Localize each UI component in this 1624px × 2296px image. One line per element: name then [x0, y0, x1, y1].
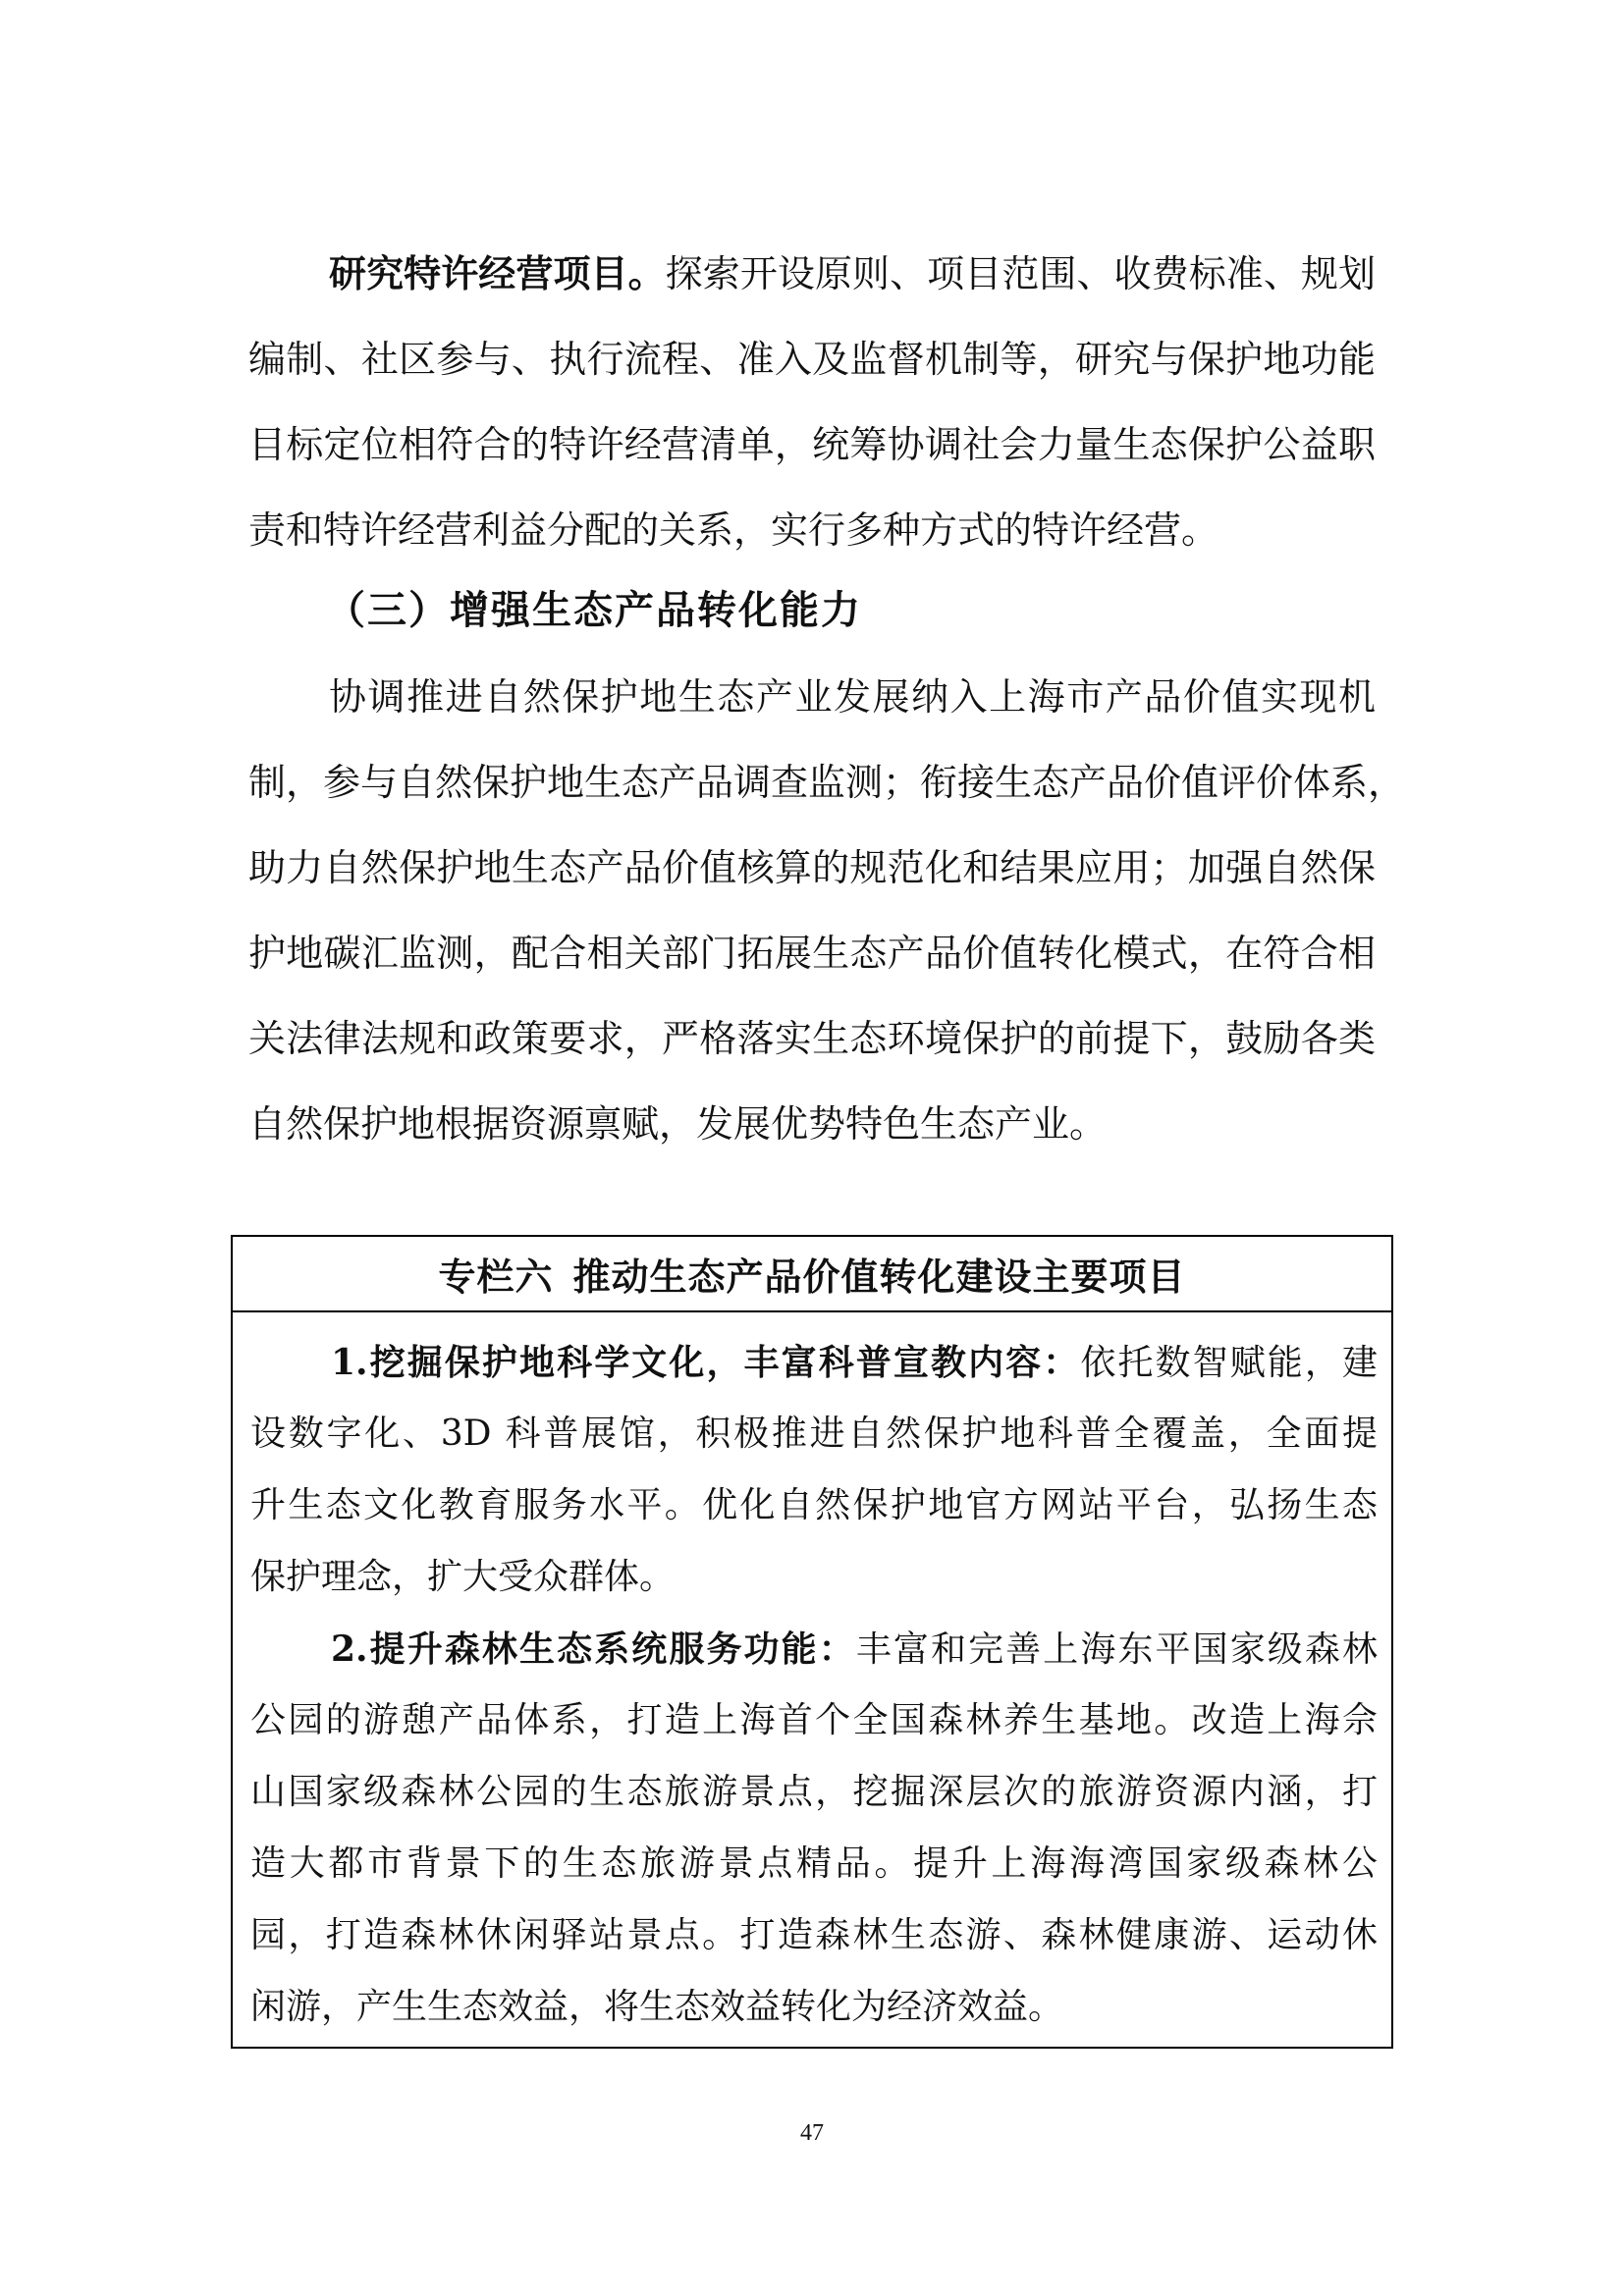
- item-lead: 2.提升森林生态系统服务功能：: [331, 1629, 856, 1670]
- paragraph-line: 助力自然保护地生态产品价值核算的规范化和结果应用；加强自然保: [248, 846, 1376, 889]
- column-box: [231, 1235, 1393, 2049]
- paragraph-line: 护地碳汇监测，配合相关部门拓展生态产品价值转化模式，在符合相: [248, 932, 1376, 975]
- item-line: 园，打造森林休闲驿站景点。打造森林生态游、森林健康游、运动休: [250, 1915, 1378, 1955]
- paragraph-line: 目标定位相符合的特许经营清单，统筹协调社会力量生态保护公益职: [248, 423, 1376, 466]
- column-box-title: [233, 1237, 1391, 1312]
- column-label: 专栏六: [438, 1255, 554, 1299]
- paragraph-line: 研究特许经营项目。探索开设原则、项目范围、收费标准、规划: [329, 251, 1376, 295]
- paragraph-line: 协调推进自然保护地生态产业发展纳入上海市产品价值实现机: [329, 675, 1376, 719]
- page-number: 47: [800, 2120, 824, 2146]
- section-heading: （三）增强生态产品转化能力: [326, 587, 862, 633]
- item-line: 升生态文化教育服务水平。优化自然保护地官方网站平台，弘扬生态: [250, 1485, 1378, 1525]
- item-line: 设数字化、3D 科普展馆，积极推进自然保护地科普全覆盖，全面提: [250, 1414, 1378, 1454]
- paragraph-lead: 研究特许经营项目。: [329, 251, 666, 295]
- item-line: 2.提升森林生态系统服务功能：丰富和完善上海东平国家级森林: [331, 1629, 1378, 1670]
- item-line: 1.挖掘保护地科学文化，丰富科普宣教内容：依托数智赋能，建: [331, 1342, 1378, 1383]
- item-line: 公园的游憩产品体系，打造上海首个全国森林养生基地。改造上海佘: [250, 1700, 1378, 1740]
- column-title: 推动生态产品价值转化建设主要项目: [572, 1255, 1186, 1299]
- item-lead: 1.挖掘保护地科学文化，丰富科普宣教内容：: [331, 1342, 1081, 1383]
- paragraph-line: 责和特许经营利益分配的关系，实行多种方式的特许经营。: [248, 508, 1219, 552]
- paragraph-line: 关法律法规和政策要求，严格落实生态环境保护的前提下，鼓励各类: [248, 1017, 1376, 1060]
- item-line: 闲游，产生生态效益，将生态效益转化为经济效益。: [250, 1987, 1064, 2027]
- paragraph-line: 自然保护地根据资源禀赋，发展优势特色生态产业。: [248, 1102, 1108, 1146]
- paragraph-line: 编制、社区参与、执行流程、准入及监督机制等，研究与保护地功能: [248, 338, 1376, 381]
- item-line: 保护理念，扩大受众群体。: [250, 1557, 676, 1597]
- item-line: 山国家级森林公园的生态旅游景点，挖掘深层次的旅游资源内涵，打: [250, 1772, 1378, 1812]
- paragraph-line: 制，参与自然保护地生态产品调查监测；衔接生态产品价值评价体系，: [248, 761, 1406, 804]
- item-line: 造大都市背景下的生态旅游景点精品。提升上海海湾国家级森林公: [250, 1843, 1378, 1884]
